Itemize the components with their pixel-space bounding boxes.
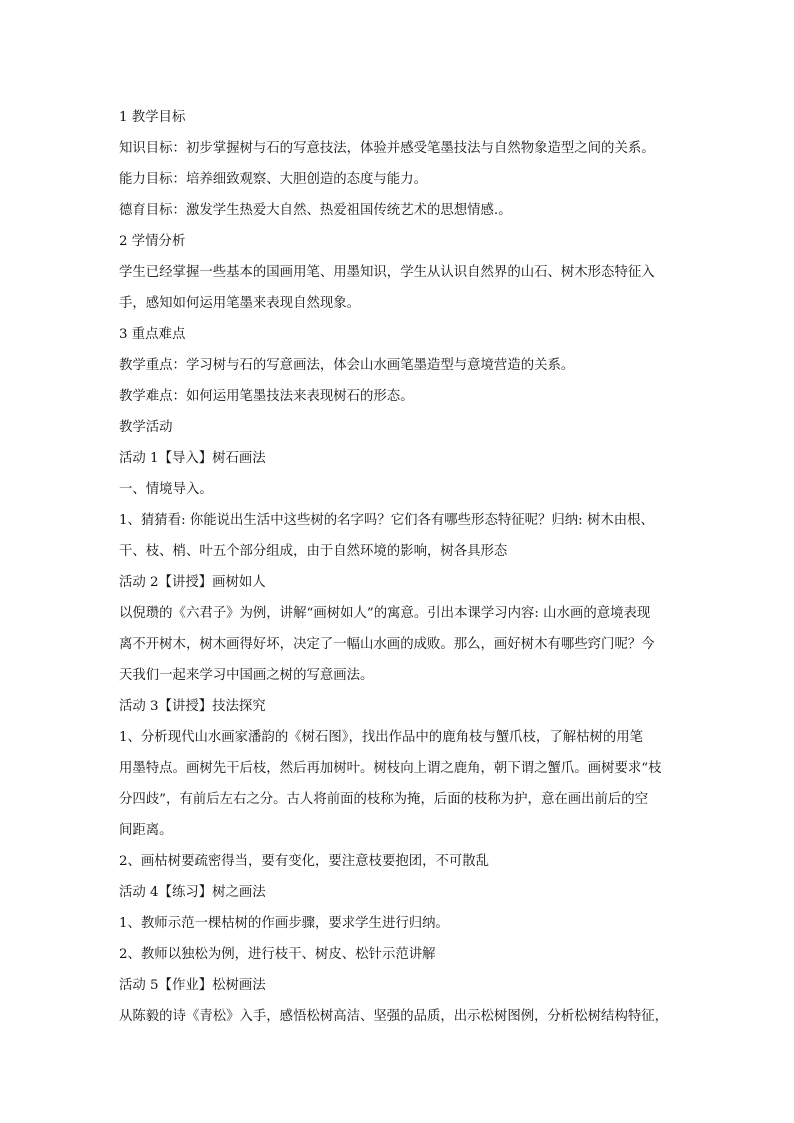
paragraph-line: 知识目标：初步掌握树与石的写意技法，体验并感受笔墨技法与自然物象造型之间的关系。 xyxy=(119,141,655,156)
paragraph-line: 以倪瓒的《六君子》为例，讲解“画树如人”的寓意。引出本课学习内容: 山水画的意境表现 xyxy=(119,606,651,621)
paragraph-line: 从陈毅的诗《青松》入手，感悟松树高洁、坚强的品质，出示松树图例，分析松树结构特征， xyxy=(119,1009,669,1024)
paragraph-line: 能力目标：培养细致观察、大胆创造的态度与能力。 xyxy=(119,172,427,187)
section-heading-key-points: 3 重点难点 xyxy=(119,327,186,342)
section-heading-activities: 教学活动 xyxy=(119,420,173,435)
activity-heading: 活动 1【导入】树石画法 xyxy=(119,451,266,466)
paragraph-line: 学生已经掌握一些基本的国画用笔、用墨知识，学生从认识自然界的山石、树木形态特征入 xyxy=(119,265,655,280)
paragraph-line: 干、枝、梢、叶五个部分组成，由于自然环境的影响，树各具形态 xyxy=(119,544,508,559)
paragraph-line: 离不开树木，树木画得好坏，决定了一幅山水画的成败。那么，画好树木有哪些窍门呢？今 xyxy=(119,637,655,652)
document-body xyxy=(119,102,679,1032)
paragraph-line: 德育目标：激发学生热爱大自然、热爱祖国传统艺术的思想情感.。 xyxy=(119,203,512,218)
section-heading-teaching-goals: 1 教学目标 xyxy=(119,110,186,125)
paragraph-line: 教学重点：学习树与石的写意画法，体会山水画笔墨造型与意境营造的关系。 xyxy=(119,358,575,373)
paragraph-line: 1、教师示范一棵枯树的作画步骤，要求学生进行归纳。 xyxy=(119,916,449,931)
paragraph-line: 分四歧”，有前后左右之分。古人将前面的枝称为掩，后面的枝称为护，意在画出前后的空 xyxy=(119,792,649,807)
paragraph-line: 1、分析现代山水画家潘韵的《树石图》，找出作品中的鹿角枝与蟹爪枝，了解枯树的用笔 xyxy=(119,730,644,745)
paragraph-line: 一、情境导入。 xyxy=(119,482,213,497)
paragraph-line: 间距离。 xyxy=(119,823,173,838)
activity-heading: 活动 3【讲授】技法探究 xyxy=(119,699,266,714)
activity-heading: 活动 5【作业】松树画法 xyxy=(119,978,266,993)
section-heading-student-analysis: 2 学情分析 xyxy=(119,234,186,249)
paragraph-line: 天我们一起来学习中国画之树的写意画法。 xyxy=(119,668,374,683)
paragraph-line: 教学难点：如何运用笔墨技法来表现树石的形态。 xyxy=(119,389,414,404)
paragraph-line: 用墨特点。画树先干后枝，然后再加树叶。树枝向上谓之鹿角，朝下谓之蟹爪。画树要求“枝 xyxy=(119,761,662,776)
paragraph-line: 1、猜猜看: 你能说出生活中这些树的名字吗？它们各有哪些形态特征呢？归纳: 树木由根、 xyxy=(119,513,654,528)
activity-heading: 活动 4【练习】树之画法 xyxy=(119,885,266,900)
paragraph-line: 2、画枯树要疏密得当，要有变化，要注意枝要抱团，不可散乱 xyxy=(119,854,490,869)
paragraph-line: 2、教师以独松为例，进行枝干、树皮、松针示范讲解 xyxy=(119,947,436,962)
activity-heading: 活动 2【讲授】画树如人 xyxy=(119,575,266,590)
paragraph-line: 手，感知如何运用笔墨来表现自然现象。 xyxy=(119,296,361,311)
